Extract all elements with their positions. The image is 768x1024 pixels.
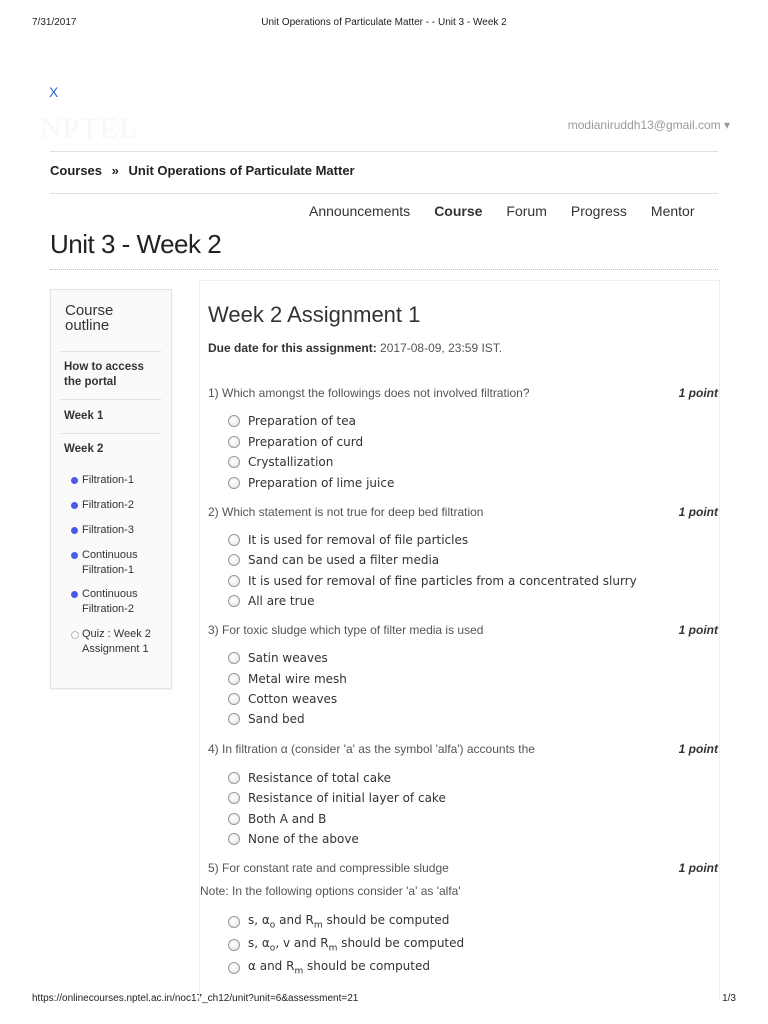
option-label: Both A and B	[248, 812, 327, 826]
option-label: Preparation of curd	[248, 435, 364, 449]
due-date	[208, 341, 502, 355]
breadcrumb-courses-link[interactable]: Courses	[50, 163, 103, 178]
radio-button[interactable]	[228, 813, 240, 825]
q4-option-2[interactable]	[228, 791, 446, 805]
q3-option-3[interactable]	[228, 692, 337, 706]
q1-option-2[interactable]	[228, 435, 363, 449]
sidebar-item-how-to-access[interactable]: How to access the portal	[64, 361, 144, 388]
radio-button[interactable]	[228, 713, 240, 725]
question-5-text: 5) For constant rate and compressible sludge	[208, 861, 449, 875]
completed-dot-icon	[71, 591, 78, 598]
option-label: Preparation of lime juice	[248, 476, 395, 490]
course-nav	[309, 203, 718, 219]
print-page-number: 1/3	[722, 993, 736, 1004]
completed-dot-icon	[71, 502, 78, 509]
sidebar-lesson-continuous-filtration-1[interactable]	[71, 548, 161, 578]
q1-option-4[interactable]	[228, 476, 394, 490]
radio-button[interactable]	[228, 939, 240, 951]
nav-mentor[interactable]: Mentor	[650, 203, 695, 219]
completed-dot-icon	[71, 527, 78, 534]
q2-option-1[interactable]	[228, 533, 468, 547]
radio-button[interactable]	[228, 415, 240, 427]
question-4-text: 4) In filtration α (consider 'a' as the symbol 'alfa') accounts the	[208, 742, 535, 756]
option-label: s, $\alpha_o$, v and $R_m$ should be computed	[248, 936, 465, 954]
option-label: Crystallization	[248, 455, 334, 469]
radio-button[interactable]	[228, 962, 240, 974]
course-outline-sidebar	[50, 289, 172, 689]
q1-option-1[interactable]	[228, 414, 356, 428]
q2-option-4[interactable]	[228, 594, 315, 608]
question-3-text: 3) For toxic sludge which type of filter media is used	[208, 623, 484, 637]
option-label: All are true	[248, 594, 315, 608]
sidebar-lesson-filtration-2[interactable]	[71, 498, 161, 513]
q5-option-2[interactable]	[228, 936, 464, 953]
q3-option-4[interactable]	[228, 712, 305, 726]
divider	[50, 193, 718, 194]
divider	[61, 433, 161, 434]
question-1-text: 1) Which amongst the followings does not involved filtration?	[208, 386, 530, 400]
q3-option-1[interactable]	[228, 651, 328, 665]
sidebar-quiz-week-2[interactable]	[71, 627, 161, 657]
print-url: https://onlinecourses.nptel.ac.in/noc17_ch12/unit?unit=6&assessment=21	[32, 993, 359, 1004]
option-label: Preparation of tea	[248, 414, 356, 428]
radio-button[interactable]	[228, 554, 240, 566]
radio-button[interactable]	[228, 792, 240, 804]
radio-button[interactable]	[228, 916, 240, 928]
radio-button[interactable]	[228, 652, 240, 664]
question-1-points: 1 point	[678, 386, 718, 400]
divider	[61, 351, 161, 352]
sidebar-item-week-2[interactable]: Week 2	[64, 443, 104, 455]
radio-button[interactable]	[228, 693, 240, 705]
nav-announcements[interactable]: Announcements	[309, 203, 411, 219]
q4-option-1[interactable]	[228, 771, 391, 785]
question-2-points: 1 point	[678, 505, 718, 519]
divider	[50, 151, 718, 152]
sidebar-lesson-filtration-3[interactable]	[71, 523, 161, 538]
lesson-label: Quiz : Week 2 Assignment 1	[82, 628, 151, 655]
radio-button[interactable]	[228, 833, 240, 845]
completed-dot-icon	[71, 477, 78, 484]
radio-button[interactable]	[228, 456, 240, 468]
due-date-value: 2017-08-09, 23:59 IST.	[380, 341, 503, 355]
option-label: Resistance of total cake	[248, 771, 391, 785]
q2-option-3[interactable]	[228, 574, 637, 588]
sidebar-title: Course outline	[65, 302, 114, 334]
q3-option-2[interactable]	[228, 672, 347, 686]
sidebar-item-week-1[interactable]: Week 1	[64, 410, 104, 422]
q4-option-3[interactable]	[228, 812, 326, 826]
option-label: Resistance of initial layer of cake	[248, 791, 446, 805]
lesson-label: Filtration-3	[82, 524, 134, 536]
option-label: Sand can be used a filter media	[248, 553, 440, 567]
nav-forum[interactable]: Forum	[506, 203, 547, 219]
option-label: None of the above	[248, 832, 359, 846]
option-label: α and $R_m$ should be computed	[248, 959, 430, 977]
nav-course[interactable]: Course	[434, 203, 483, 219]
assignment-title: Week 2 Assignment 1	[208, 302, 421, 327]
radio-button[interactable]	[228, 534, 240, 546]
option-label: Satin weaves	[248, 651, 328, 665]
breadcrumb	[50, 163, 361, 178]
print-date: 7/31/2017	[32, 17, 77, 28]
radio-button[interactable]	[228, 477, 240, 489]
sidebar-lesson-filtration-1[interactable]	[71, 473, 161, 488]
radio-button[interactable]	[228, 772, 240, 784]
option-label: Sand bed	[248, 712, 305, 726]
user-account-menu[interactable]: modianiruddh13@gmail.com ▾	[567, 118, 730, 132]
nav-progress[interactable]: Progress	[570, 203, 627, 219]
lesson-label: Continuous Filtration-1	[82, 549, 138, 576]
page-title: Unit 3 - Week 2	[50, 229, 222, 259]
breadcrumb-separator: »	[111, 163, 119, 178]
print-doc-title: Unit Operations of Particulate Matter - - Unit 3 - Week 2	[261, 17, 507, 28]
lesson-label: Continuous Filtration-2	[82, 588, 138, 615]
question-2-text: 2) Which statement is not true for deep bed filtration	[208, 505, 484, 519]
breadcrumb-course-link[interactable]: Unit Operations of Particulate Matter	[128, 163, 355, 178]
option-label: It is used for removal of file particles	[248, 533, 469, 547]
close-button[interactable]: X	[49, 84, 59, 100]
due-date-label: Due date for this assignment:	[208, 341, 377, 355]
radio-button[interactable]	[228, 595, 240, 607]
q5-option-3[interactable]	[228, 959, 430, 976]
open-circle-icon	[71, 631, 79, 639]
lesson-label: Filtration-2	[82, 499, 134, 511]
question-5-points: 1 point	[678, 861, 718, 875]
radio-button[interactable]	[228, 575, 240, 587]
title-divider	[50, 269, 718, 270]
lesson-label: Filtration-1	[82, 474, 134, 486]
option-label: s, $\alpha_o$ and $R_m$ should be computed	[248, 913, 450, 931]
question-4-points: 1 point	[678, 742, 718, 756]
question-5-note: Note: In the following options consider 'a' as 'alfa'	[200, 884, 461, 898]
q2-option-2[interactable]	[228, 553, 439, 567]
q5-option-1[interactable]	[228, 913, 449, 930]
divider	[61, 399, 161, 400]
radio-button[interactable]	[228, 436, 240, 448]
completed-dot-icon	[71, 552, 78, 559]
option-label: Cotton weaves	[248, 692, 338, 706]
option-label: Metal wire mesh	[248, 672, 347, 686]
option-label: It is used for removal of fine particles from a concentrated slurry	[248, 574, 637, 588]
question-3-points: 1 point	[678, 623, 718, 637]
q4-option-4[interactable]	[228, 832, 359, 846]
radio-button[interactable]	[228, 673, 240, 685]
q1-option-3[interactable]	[228, 455, 333, 469]
nptel-logo: NPTEL	[40, 112, 139, 145]
sidebar-lesson-continuous-filtration-2[interactable]	[71, 587, 161, 617]
